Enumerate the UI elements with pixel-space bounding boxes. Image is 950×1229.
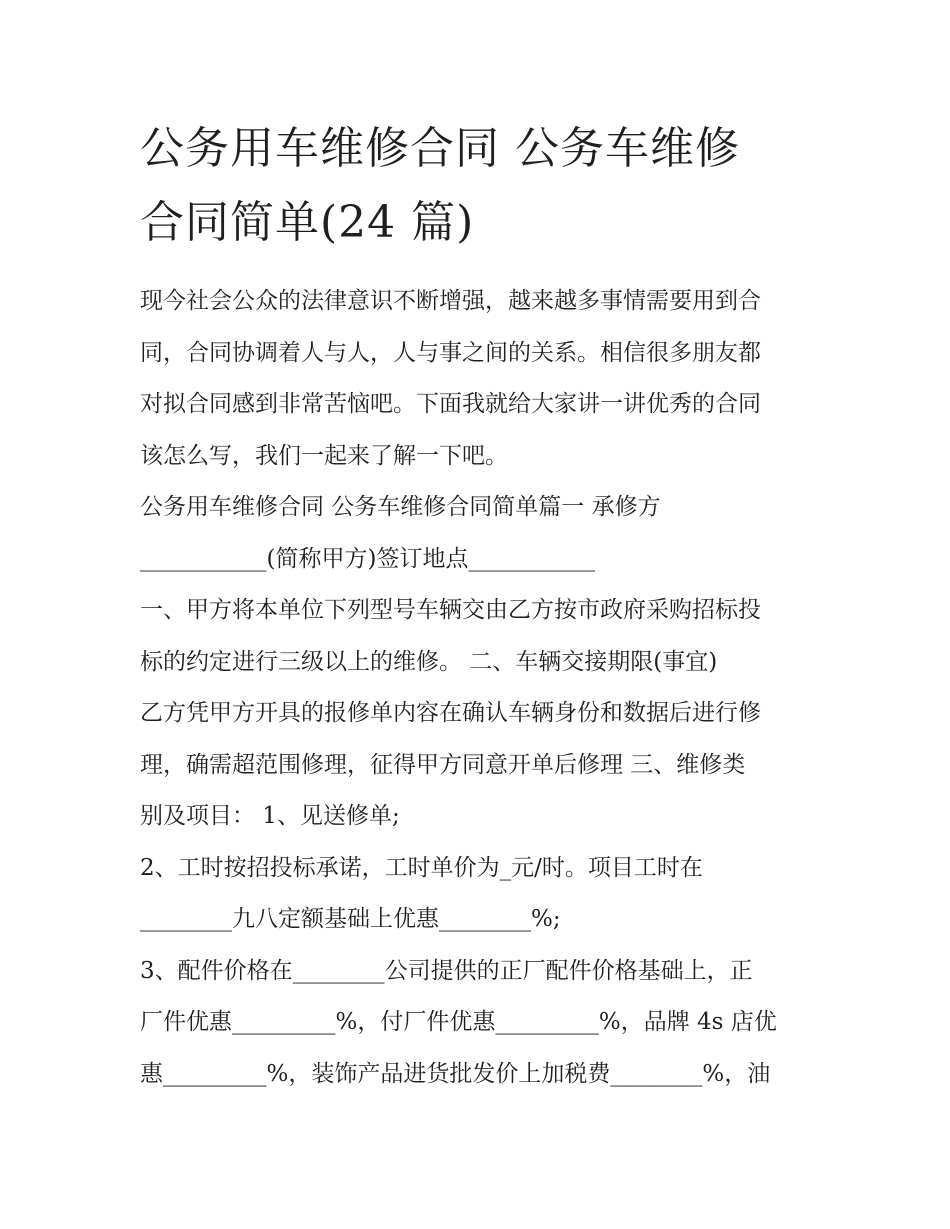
body-line-13: ________九八定额基础上优惠________%;	[140, 906, 561, 932]
body-line-2: 同，合同协调着人与人，人与事之间的关系。相信很多朋友都	[140, 339, 761, 366]
body-line-12: 2、工时按招投标承诺，工时单价为_元/时。项目工时在	[140, 854, 703, 881]
body-line-15: 厂件优惠_________%，付厂件优惠_________%，品牌 4s 店优	[140, 1009, 777, 1035]
body-line-7: 一、甲方将本单位下列型号车辆交由乙方按市政府采购招标投	[140, 597, 761, 623]
body-line-4: 该怎么写，我们一起来了解一下吧。	[140, 442, 508, 469]
document-title-line-2: 合同简单(24 篇)	[140, 197, 475, 248]
body-line-1: 现今社会公众的法律意识不断增强，越来越多事情需要用到合	[140, 288, 761, 314]
body-line-10: 理，确需超范围修理，征得甲方同意开单后修理 三、维修类	[140, 751, 746, 778]
body-line-14: 3、配件价格在________公司提供的正厂配件价格基础上，正	[140, 957, 753, 984]
document-body	[140, 276, 820, 1100]
body-line-9: 乙方凭甲方开具的报修单内容在确认车辆身份和数据后进行修	[140, 700, 761, 726]
document-content	[140, 112, 820, 1100]
body-line-8: 标的约定进行三级以上的维修。 二、车辆交接期限(事宜)	[140, 648, 718, 675]
document-title	[140, 112, 820, 260]
body-line-3: 对拟合同感到非常苦恼吧。下面我就给大家讲一讲优秀的合同	[140, 391, 761, 417]
body-line-16: 惠_________%，装饰产品进货批发价上加税费________%，油	[140, 1060, 771, 1087]
document-title-line-1: 公务用车维修合同 公务车维修	[140, 123, 740, 174]
body-line-5: 公务用车维修合同 公务车维修合同简单篇一 承修方	[140, 494, 661, 520]
body-line-11: 别及项目： 1、见送修单;	[140, 803, 400, 829]
body-line-6: ___________(简称甲方)签订地点___________	[140, 545, 595, 572]
